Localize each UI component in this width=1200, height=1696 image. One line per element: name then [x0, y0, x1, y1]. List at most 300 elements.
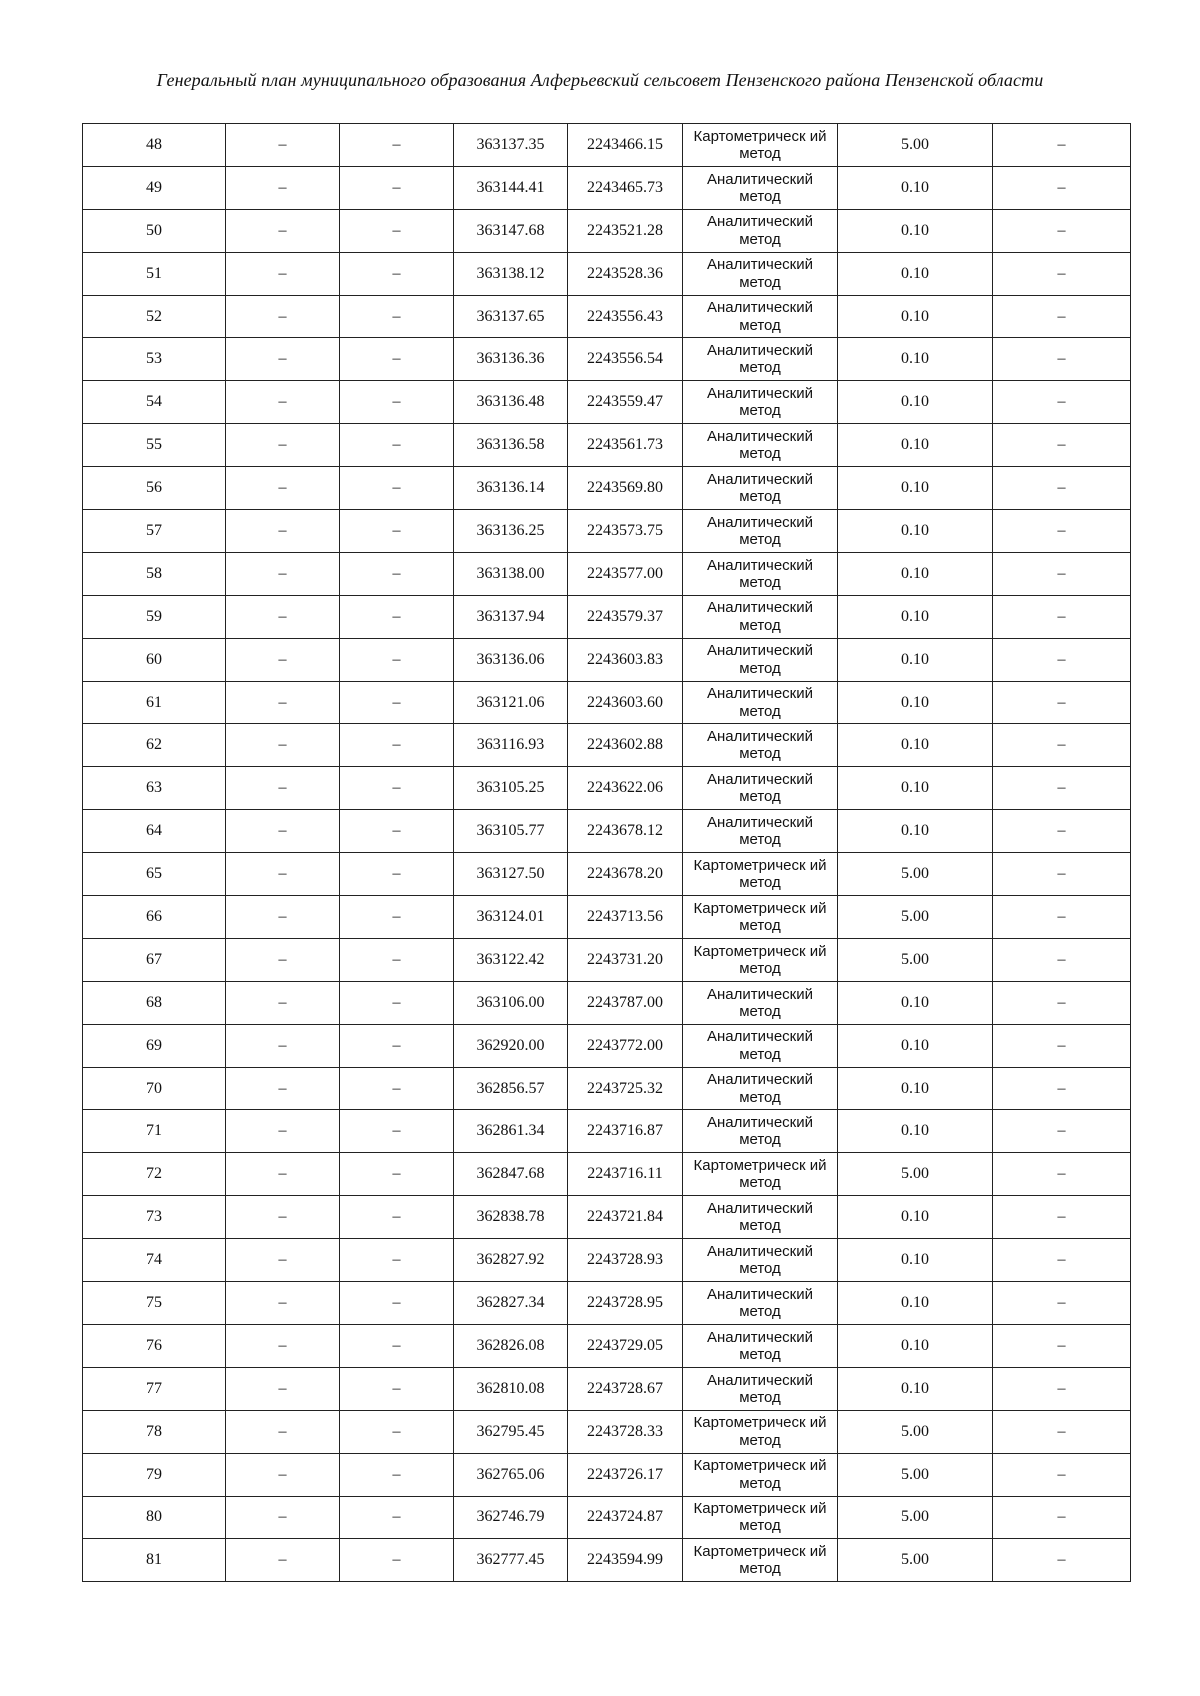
x-coordinate-cell: 363136.14: [454, 467, 568, 510]
y-coordinate-cell: 2243622.06: [568, 767, 683, 810]
x-coordinate-cell: 362920.00: [454, 1024, 568, 1067]
empty-cell-2: –: [340, 896, 454, 939]
y-coordinate-cell: 2243569.80: [568, 467, 683, 510]
accuracy-cell: 0.10: [838, 767, 993, 810]
method-cell: Картометрическ ий метод: [683, 124, 838, 167]
y-coordinate-cell: 2243724.87: [568, 1496, 683, 1539]
method-cell: Аналитический метод: [683, 681, 838, 724]
empty-cell-2: –: [340, 1410, 454, 1453]
method-cell: Аналитический метод: [683, 295, 838, 338]
empty-cell-3: –: [993, 1539, 1131, 1582]
empty-cell-3: –: [993, 209, 1131, 252]
empty-cell-2: –: [340, 1453, 454, 1496]
empty-cell-3: –: [993, 1110, 1131, 1153]
x-coordinate-cell: 363138.00: [454, 552, 568, 595]
y-coordinate-cell: 2243716.11: [568, 1153, 683, 1196]
table-row: [83, 467, 1131, 510]
y-coordinate-cell: 2243716.87: [568, 1110, 683, 1153]
method-cell: Аналитический метод: [683, 810, 838, 853]
table-row: [83, 1453, 1131, 1496]
method-cell: Картометрическ ий метод: [683, 896, 838, 939]
x-coordinate-cell: 363105.25: [454, 767, 568, 810]
empty-cell-1: –: [226, 1410, 340, 1453]
y-coordinate-cell: 2243603.83: [568, 638, 683, 681]
point-number-cell: 78: [83, 1410, 226, 1453]
empty-cell-2: –: [340, 381, 454, 424]
x-coordinate-cell: 363137.94: [454, 595, 568, 638]
method-cell: Аналитический метод: [683, 1367, 838, 1410]
empty-cell-1: –: [226, 1539, 340, 1582]
empty-cell-3: –: [993, 896, 1131, 939]
empty-cell-1: –: [226, 767, 340, 810]
y-coordinate-cell: 2243725.32: [568, 1067, 683, 1110]
x-coordinate-cell: 363124.01: [454, 896, 568, 939]
point-number-cell: 64: [83, 810, 226, 853]
table-row: [83, 1282, 1131, 1325]
accuracy-cell: 0.10: [838, 552, 993, 595]
y-coordinate-cell: 2243713.56: [568, 896, 683, 939]
point-number-cell: 75: [83, 1282, 226, 1325]
point-number-cell: 74: [83, 1239, 226, 1282]
empty-cell-1: –: [226, 724, 340, 767]
empty-cell-3: –: [993, 252, 1131, 295]
x-coordinate-cell: 363136.06: [454, 638, 568, 681]
table-row: [83, 853, 1131, 896]
point-number-cell: 60: [83, 638, 226, 681]
y-coordinate-cell: 2243728.67: [568, 1367, 683, 1410]
empty-cell-3: –: [993, 681, 1131, 724]
method-cell: Картометрическ ий метод: [683, 1453, 838, 1496]
point-number-cell: 73: [83, 1196, 226, 1239]
empty-cell-1: –: [226, 252, 340, 295]
method-cell: Аналитический метод: [683, 1067, 838, 1110]
y-coordinate-cell: 2243561.73: [568, 424, 683, 467]
empty-cell-2: –: [340, 209, 454, 252]
empty-cell-2: –: [340, 1324, 454, 1367]
method-cell: Аналитический метод: [683, 510, 838, 553]
method-cell: Аналитический метод: [683, 981, 838, 1024]
accuracy-cell: 5.00: [838, 124, 993, 167]
table-row: [83, 295, 1131, 338]
point-number-cell: 49: [83, 166, 226, 209]
method-cell: Картометрическ ий метод: [683, 938, 838, 981]
method-cell: Картометрическ ий метод: [683, 1410, 838, 1453]
empty-cell-1: –: [226, 1367, 340, 1410]
empty-cell-1: –: [226, 467, 340, 510]
empty-cell-2: –: [340, 767, 454, 810]
empty-cell-3: –: [993, 1196, 1131, 1239]
table-row: [83, 1239, 1131, 1282]
method-cell: Картометрическ ий метод: [683, 1496, 838, 1539]
empty-cell-2: –: [340, 1539, 454, 1582]
empty-cell-2: –: [340, 810, 454, 853]
x-coordinate-cell: 363137.35: [454, 124, 568, 167]
table-row: [83, 810, 1131, 853]
table-row: [83, 338, 1131, 381]
accuracy-cell: 0.10: [838, 209, 993, 252]
x-coordinate-cell: 363105.77: [454, 810, 568, 853]
point-number-cell: 48: [83, 124, 226, 167]
empty-cell-1: –: [226, 1239, 340, 1282]
empty-cell-2: –: [340, 981, 454, 1024]
method-cell: Аналитический метод: [683, 1239, 838, 1282]
empty-cell-2: –: [340, 681, 454, 724]
method-cell: Аналитический метод: [683, 552, 838, 595]
accuracy-cell: 0.10: [838, 981, 993, 1024]
empty-cell-3: –: [993, 638, 1131, 681]
y-coordinate-cell: 2243556.54: [568, 338, 683, 381]
point-number-cell: 62: [83, 724, 226, 767]
method-cell: Аналитический метод: [683, 638, 838, 681]
point-number-cell: 79: [83, 1453, 226, 1496]
empty-cell-1: –: [226, 810, 340, 853]
empty-cell-1: –: [226, 853, 340, 896]
empty-cell-1: –: [226, 1282, 340, 1325]
method-cell: Аналитический метод: [683, 1024, 838, 1067]
empty-cell-3: –: [993, 1496, 1131, 1539]
empty-cell-3: –: [993, 767, 1131, 810]
empty-cell-1: –: [226, 338, 340, 381]
empty-cell-1: –: [226, 552, 340, 595]
method-cell: Аналитический метод: [683, 1282, 838, 1325]
empty-cell-1: –: [226, 166, 340, 209]
x-coordinate-cell: 363147.68: [454, 209, 568, 252]
accuracy-cell: 0.10: [838, 638, 993, 681]
empty-cell-3: –: [993, 510, 1131, 553]
point-number-cell: 71: [83, 1110, 226, 1153]
empty-cell-1: –: [226, 595, 340, 638]
table-row: [83, 1496, 1131, 1539]
y-coordinate-cell: 2243772.00: [568, 1024, 683, 1067]
empty-cell-3: –: [993, 381, 1131, 424]
empty-cell-1: –: [226, 638, 340, 681]
accuracy-cell: 0.10: [838, 510, 993, 553]
empty-cell-1: –: [226, 510, 340, 553]
x-coordinate-cell: 362847.68: [454, 1153, 568, 1196]
accuracy-cell: 0.10: [838, 1196, 993, 1239]
empty-cell-3: –: [993, 124, 1131, 167]
accuracy-cell: 0.10: [838, 1239, 993, 1282]
point-number-cell: 67: [83, 938, 226, 981]
point-number-cell: 50: [83, 209, 226, 252]
table-row: [83, 724, 1131, 767]
method-cell: Аналитический метод: [683, 467, 838, 510]
empty-cell-1: –: [226, 124, 340, 167]
table-row: [83, 1367, 1131, 1410]
x-coordinate-cell: 363116.93: [454, 724, 568, 767]
y-coordinate-cell: 2243466.15: [568, 124, 683, 167]
empty-cell-2: –: [340, 1153, 454, 1196]
x-coordinate-cell: 362827.34: [454, 1282, 568, 1325]
empty-cell-3: –: [993, 810, 1131, 853]
empty-cell-2: –: [340, 1239, 454, 1282]
point-number-cell: 52: [83, 295, 226, 338]
method-cell: Аналитический метод: [683, 1196, 838, 1239]
method-cell: Аналитический метод: [683, 338, 838, 381]
accuracy-cell: 0.10: [838, 1067, 993, 1110]
method-cell: Аналитический метод: [683, 724, 838, 767]
accuracy-cell: 0.10: [838, 1282, 993, 1325]
empty-cell-1: –: [226, 981, 340, 1024]
empty-cell-2: –: [340, 1024, 454, 1067]
method-cell: Аналитический метод: [683, 252, 838, 295]
empty-cell-2: –: [340, 1496, 454, 1539]
empty-cell-3: –: [993, 166, 1131, 209]
empty-cell-2: –: [340, 295, 454, 338]
accuracy-cell: 0.10: [838, 381, 993, 424]
empty-cell-2: –: [340, 1067, 454, 1110]
method-cell: Аналитический метод: [683, 424, 838, 467]
accuracy-cell: 5.00: [838, 1496, 993, 1539]
accuracy-cell: 5.00: [838, 853, 993, 896]
y-coordinate-cell: 2243787.00: [568, 981, 683, 1024]
accuracy-cell: 0.10: [838, 681, 993, 724]
accuracy-cell: 0.10: [838, 166, 993, 209]
empty-cell-3: –: [993, 424, 1131, 467]
y-coordinate-cell: 2243573.75: [568, 510, 683, 553]
point-number-cell: 65: [83, 853, 226, 896]
x-coordinate-cell: 363144.41: [454, 166, 568, 209]
empty-cell-1: –: [226, 1324, 340, 1367]
table-row: [83, 252, 1131, 295]
y-coordinate-cell: 2243603.60: [568, 681, 683, 724]
accuracy-cell: 0.10: [838, 724, 993, 767]
empty-cell-2: –: [340, 1367, 454, 1410]
accuracy-cell: 5.00: [838, 1539, 993, 1582]
accuracy-cell: 0.10: [838, 810, 993, 853]
accuracy-cell: 0.10: [838, 595, 993, 638]
empty-cell-3: –: [993, 724, 1131, 767]
x-coordinate-cell: 363127.50: [454, 853, 568, 896]
empty-cell-1: –: [226, 1110, 340, 1153]
y-coordinate-cell: 2243528.36: [568, 252, 683, 295]
empty-cell-2: –: [340, 552, 454, 595]
point-number-cell: 63: [83, 767, 226, 810]
empty-cell-3: –: [993, 295, 1131, 338]
point-number-cell: 58: [83, 552, 226, 595]
accuracy-cell: 5.00: [838, 1153, 993, 1196]
y-coordinate-cell: 2243602.88: [568, 724, 683, 767]
table-row: [83, 595, 1131, 638]
x-coordinate-cell: 362861.34: [454, 1110, 568, 1153]
accuracy-cell: 0.10: [838, 424, 993, 467]
y-coordinate-cell: 2243728.33: [568, 1410, 683, 1453]
x-coordinate-cell: 363138.12: [454, 252, 568, 295]
empty-cell-1: –: [226, 681, 340, 724]
x-coordinate-cell: 363122.42: [454, 938, 568, 981]
table-row: [83, 1110, 1131, 1153]
empty-cell-1: –: [226, 1196, 340, 1239]
x-coordinate-cell: 363137.65: [454, 295, 568, 338]
y-coordinate-cell: 2243728.93: [568, 1239, 683, 1282]
empty-cell-2: –: [340, 938, 454, 981]
x-coordinate-cell: 362827.92: [454, 1239, 568, 1282]
accuracy-cell: 5.00: [838, 896, 993, 939]
table-row: [83, 938, 1131, 981]
empty-cell-3: –: [993, 938, 1131, 981]
method-cell: Аналитический метод: [683, 381, 838, 424]
table-row: [83, 1067, 1131, 1110]
x-coordinate-cell: 362826.08: [454, 1324, 568, 1367]
method-cell: Картометрическ ий метод: [683, 853, 838, 896]
empty-cell-1: –: [226, 938, 340, 981]
method-cell: Аналитический метод: [683, 767, 838, 810]
x-coordinate-cell: 362810.08: [454, 1367, 568, 1410]
empty-cell-3: –: [993, 1410, 1131, 1453]
empty-cell-1: –: [226, 424, 340, 467]
empty-cell-2: –: [340, 166, 454, 209]
empty-cell-3: –: [993, 1324, 1131, 1367]
empty-cell-1: –: [226, 1067, 340, 1110]
y-coordinate-cell: 2243678.20: [568, 853, 683, 896]
empty-cell-3: –: [993, 552, 1131, 595]
x-coordinate-cell: 363136.48: [454, 381, 568, 424]
x-coordinate-cell: 362838.78: [454, 1196, 568, 1239]
empty-cell-2: –: [340, 467, 454, 510]
document-header: Генеральный план муниципального образования Алферьевский сельсовет Пензенского района Пензенской области: [156, 70, 1044, 90]
x-coordinate-cell: 363106.00: [454, 981, 568, 1024]
point-number-cell: 54: [83, 381, 226, 424]
accuracy-cell: 5.00: [838, 1453, 993, 1496]
empty-cell-1: –: [226, 295, 340, 338]
y-coordinate-cell: 2243731.20: [568, 938, 683, 981]
point-number-cell: 55: [83, 424, 226, 467]
y-coordinate-cell: 2243721.84: [568, 1196, 683, 1239]
y-coordinate-cell: 2243678.12: [568, 810, 683, 853]
table-row: [83, 681, 1131, 724]
point-number-cell: 76: [83, 1324, 226, 1367]
empty-cell-3: –: [993, 1024, 1131, 1067]
accuracy-cell: 0.10: [838, 1367, 993, 1410]
x-coordinate-cell: 362746.79: [454, 1496, 568, 1539]
point-number-cell: 77: [83, 1367, 226, 1410]
y-coordinate-cell: 2243556.43: [568, 295, 683, 338]
point-number-cell: 68: [83, 981, 226, 1024]
empty-cell-1: –: [226, 1024, 340, 1067]
empty-cell-3: –: [993, 1453, 1131, 1496]
point-number-cell: 57: [83, 510, 226, 553]
accuracy-cell: 5.00: [838, 938, 993, 981]
method-cell: Аналитический метод: [683, 166, 838, 209]
table-row: [83, 209, 1131, 252]
empty-cell-3: –: [993, 1153, 1131, 1196]
y-coordinate-cell: 2243729.05: [568, 1324, 683, 1367]
accuracy-cell: 0.10: [838, 467, 993, 510]
table-row: [83, 896, 1131, 939]
coordinates-table: [82, 123, 1131, 1582]
empty-cell-1: –: [226, 381, 340, 424]
table-row: [83, 981, 1131, 1024]
point-number-cell: 56: [83, 467, 226, 510]
point-number-cell: 59: [83, 595, 226, 638]
point-number-cell: 69: [83, 1024, 226, 1067]
empty-cell-3: –: [993, 338, 1131, 381]
table-row: [83, 1153, 1131, 1196]
empty-cell-2: –: [340, 638, 454, 681]
method-cell: Аналитический метод: [683, 1324, 838, 1367]
empty-cell-3: –: [993, 1067, 1131, 1110]
empty-cell-1: –: [226, 1496, 340, 1539]
x-coordinate-cell: 362777.45: [454, 1539, 568, 1582]
table-row: [83, 381, 1131, 424]
y-coordinate-cell: 2243726.17: [568, 1453, 683, 1496]
method-cell: Картометрическ ий метод: [683, 1153, 838, 1196]
empty-cell-2: –: [340, 510, 454, 553]
empty-cell-2: –: [340, 853, 454, 896]
point-number-cell: 53: [83, 338, 226, 381]
x-coordinate-cell: 362795.45: [454, 1410, 568, 1453]
empty-cell-2: –: [340, 424, 454, 467]
accuracy-cell: 0.10: [838, 338, 993, 381]
empty-cell-3: –: [993, 595, 1131, 638]
accuracy-cell: 0.10: [838, 295, 993, 338]
y-coordinate-cell: 2243594.99: [568, 1539, 683, 1582]
x-coordinate-cell: 363121.06: [454, 681, 568, 724]
x-coordinate-cell: 363136.58: [454, 424, 568, 467]
x-coordinate-cell: 363136.36: [454, 338, 568, 381]
empty-cell-3: –: [993, 1282, 1131, 1325]
table-row: [83, 124, 1131, 167]
accuracy-cell: 0.10: [838, 252, 993, 295]
empty-cell-2: –: [340, 338, 454, 381]
point-number-cell: 80: [83, 1496, 226, 1539]
empty-cell-3: –: [993, 1239, 1131, 1282]
table-row: [83, 424, 1131, 467]
method-cell: Картометрическ ий метод: [683, 1539, 838, 1582]
accuracy-cell: 0.10: [838, 1324, 993, 1367]
table-row: [83, 166, 1131, 209]
x-coordinate-cell: 362765.06: [454, 1453, 568, 1496]
x-coordinate-cell: 363136.25: [454, 510, 568, 553]
table-row: [83, 767, 1131, 810]
accuracy-cell: 0.10: [838, 1110, 993, 1153]
x-coordinate-cell: 362856.57: [454, 1067, 568, 1110]
method-cell: Аналитический метод: [683, 209, 838, 252]
table-row: [83, 552, 1131, 595]
point-number-cell: 72: [83, 1153, 226, 1196]
table-row: [83, 1196, 1131, 1239]
empty-cell-3: –: [993, 467, 1131, 510]
empty-cell-2: –: [340, 724, 454, 767]
accuracy-cell: 5.00: [838, 1410, 993, 1453]
y-coordinate-cell: 2243559.47: [568, 381, 683, 424]
accuracy-cell: 0.10: [838, 1024, 993, 1067]
empty-cell-2: –: [340, 252, 454, 295]
empty-cell-2: –: [340, 1110, 454, 1153]
empty-cell-1: –: [226, 209, 340, 252]
point-number-cell: 66: [83, 896, 226, 939]
y-coordinate-cell: 2243465.73: [568, 166, 683, 209]
y-coordinate-cell: 2243728.95: [568, 1282, 683, 1325]
table-row: [83, 1410, 1131, 1453]
empty-cell-3: –: [993, 1367, 1131, 1410]
point-number-cell: 51: [83, 252, 226, 295]
empty-cell-1: –: [226, 1153, 340, 1196]
point-number-cell: 81: [83, 1539, 226, 1582]
method-cell: Аналитический метод: [683, 1110, 838, 1153]
empty-cell-1: –: [226, 1453, 340, 1496]
empty-cell-2: –: [340, 595, 454, 638]
point-number-cell: 61: [83, 681, 226, 724]
point-number-cell: 70: [83, 1067, 226, 1110]
empty-cell-3: –: [993, 981, 1131, 1024]
empty-cell-2: –: [340, 1196, 454, 1239]
y-coordinate-cell: 2243579.37: [568, 595, 683, 638]
empty-cell-2: –: [340, 1282, 454, 1325]
table-row: [83, 1539, 1131, 1582]
table-row: [83, 1324, 1131, 1367]
empty-cell-1: –: [226, 896, 340, 939]
